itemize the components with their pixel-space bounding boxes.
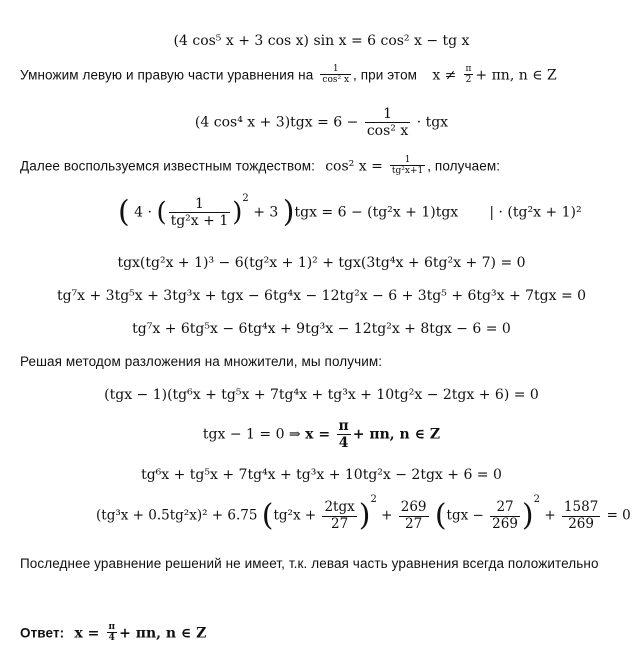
fraction-denominator: cos² x	[322, 75, 350, 86]
equation-10	[96, 494, 631, 534]
answer-post: + πn, n ∈ Z	[119, 625, 207, 642]
conclusion-text: Последнее уравнение решений не имеет, т.к. левая часть уравнения всегда положительно	[20, 556, 599, 571]
close-paren-inner: )	[232, 197, 243, 228]
open-paren-inner: (	[156, 197, 167, 228]
eq10-end: = 0	[606, 507, 631, 524]
eq10-fraction-3	[490, 500, 520, 532]
multiply-text: Умножим левую и правую части уравнения на	[20, 67, 314, 83]
fraction-denominator: 4	[338, 435, 349, 452]
equation-9: tg⁶x + tg⁵x + 7tg⁴x + tg³x + 10tg²x − 2tgx + 6 = 0	[141, 467, 502, 483]
plus: +	[381, 507, 393, 524]
close-paren: )	[282, 194, 295, 230]
fraction-denominator: 27	[405, 515, 423, 532]
identity-text: Далее воспользуемся известным тождеством:	[20, 158, 316, 174]
eq8-post: + πn, n ∈ Z	[352, 426, 441, 443]
equation-3	[118, 192, 582, 230]
fraction-numerator: 27	[490, 500, 520, 517]
answer	[20, 622, 206, 644]
equation-2	[0, 106, 643, 139]
condition-prefix: x ≠	[432, 67, 457, 84]
power: 2	[533, 494, 541, 506]
eq8-left: tgx − 1 = 0 ⇒	[202, 426, 306, 443]
equation-5: tg⁷x + 3tg⁵x + 3tg³x + tgx − 6tg⁴x − 12tg²x − 6 + 3tg⁵ + 6tg³x + 7tgx = 0	[56, 288, 587, 304]
eq8-fraction	[337, 418, 351, 451]
fraction-numerator: 1	[390, 155, 425, 166]
eq3-open: 4 ·	[134, 204, 152, 221]
eq3-multiplier: | · (tg²x + 1)²	[489, 204, 582, 221]
paren: )	[358, 498, 371, 534]
fraction-denominator: tg²x + 1	[170, 213, 229, 230]
eq10-part2: tg²x +	[273, 507, 317, 524]
answer-fraction	[107, 622, 118, 644]
equation-8	[0, 418, 643, 451]
fraction-numerator: π	[108, 622, 116, 632]
paren: (	[434, 498, 447, 534]
answer-label: Ответ:	[20, 625, 65, 641]
fraction-denominator: 27	[331, 515, 349, 532]
equation-4: tgx(tg²x + 1)³ − 6(tg²x + 1)² + tgx(3tg⁴x + 6tg²x + 7) = 0	[117, 255, 526, 271]
paren: )	[521, 498, 534, 534]
identity-sentence	[20, 155, 500, 177]
fraction-numerator: 1	[320, 64, 351, 75]
fraction-denominator: 269	[568, 515, 594, 532]
fraction-denominator: 269	[492, 515, 518, 532]
eq3-fraction	[169, 196, 231, 229]
power: 2	[370, 494, 377, 506]
eq8-x: x =	[305, 426, 331, 443]
condition-fraction	[464, 64, 474, 86]
equation-7: (tgx − 1)(tg⁶x + tg⁵x + 7tg⁴x + tg³x + 10tg²x − 2tgx + 6) = 0	[104, 387, 539, 403]
fraction-denominator: cos² x	[366, 123, 409, 140]
fraction-denominator: tg²x+1	[391, 166, 424, 177]
answer-x: x =	[74, 625, 100, 642]
identity-lhs: cos² x =	[325, 158, 383, 175]
factoring-sentence: Решая методом разложения на множители, мы получим:	[20, 354, 383, 369]
multiply-fraction	[320, 64, 351, 86]
paren: (	[261, 498, 274, 534]
fraction-numerator: π	[338, 418, 349, 434]
fraction-numerator: 1587	[563, 499, 599, 515]
identity-after: , получаем:	[427, 158, 501, 174]
eq10-fraction-2	[399, 500, 429, 532]
fraction-numerator: π	[465, 64, 472, 74]
eq10-fraction-4	[562, 500, 600, 532]
eq3-rest: + 3	[253, 204, 279, 221]
fraction-denominator: 4	[108, 633, 115, 644]
fraction-denominator: 2	[465, 75, 472, 86]
multiply-where: , при этом	[353, 67, 418, 83]
identity-fraction	[390, 155, 425, 177]
eq10-fraction-1	[322, 500, 356, 532]
eq2-left: (4 cos⁴ x + 3)tgx = 6 −	[194, 114, 359, 131]
multiply-sentence	[20, 64, 557, 86]
eq3-rhs: tgx = 6 − (tg²x + 1)tgx	[294, 204, 459, 221]
equation-6: tg⁷x + 6tg⁵x − 6tg⁴x + 9tg³x − 12tg²x + 8tgx − 6 = 0	[132, 321, 511, 337]
fraction-numerator: 2tgx	[324, 499, 355, 515]
fraction-numerator: 269	[400, 499, 427, 515]
eq10-part3: tgx −	[446, 507, 484, 524]
eq2-right: · tgx	[416, 114, 449, 131]
eq2-fraction	[365, 106, 410, 139]
fraction-numerator: 1	[365, 106, 410, 123]
fraction-numerator: 1	[169, 196, 231, 213]
eq3-power: 2	[242, 192, 249, 204]
open-paren: (	[118, 194, 130, 230]
eq10-part1: (tg³x + 0.5tg²x)² + 6.75	[96, 507, 258, 524]
plus: +	[544, 507, 556, 524]
equation-1: (4 cos⁵ x + 3 cos x) sin x = 6 cos² x − tg x	[173, 33, 470, 49]
condition-suffix: + πn, n ∈ Z	[475, 67, 557, 84]
